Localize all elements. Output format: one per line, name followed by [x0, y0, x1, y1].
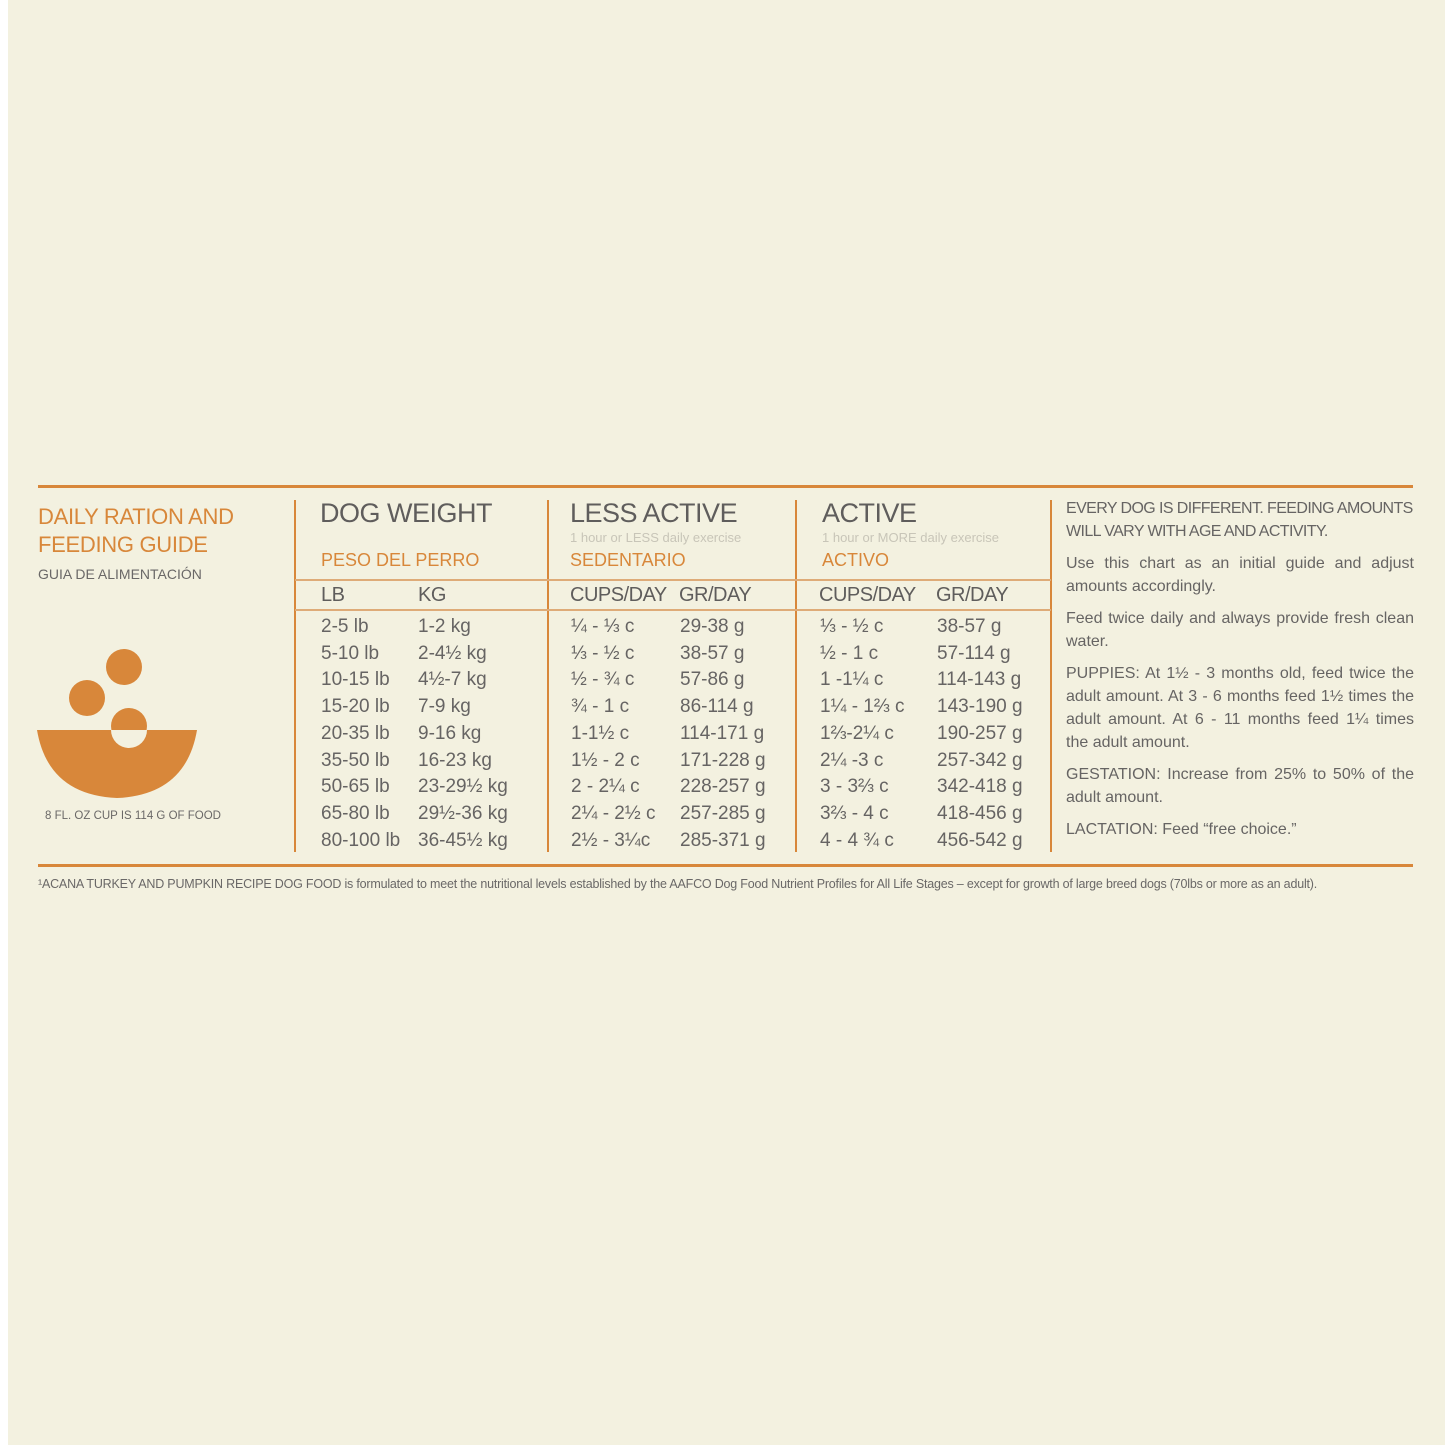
table-cell-a-cups: 1⅔-2¼ c	[820, 722, 894, 744]
table-cell-kg: 23-29½ kg	[418, 776, 508, 798]
table-cell-a-cups: ½ - 1 c	[820, 642, 879, 664]
table-cell-la-cups: ⅓ - ½ c	[571, 642, 635, 664]
bottom-divider	[38, 864, 1413, 867]
note-0: EVERY DOG IS DIFFERENT. FEEDING AMOUNTS WILL VARY WITH AGE AND ACTIVITY.	[1066, 500, 1413, 540]
footer-disclaimer: ¹ACANA TURKEY AND PUMPKIN RECIPE DOG FOOD is formulated to meet the nutritional levels established by the AAFCO Dog Food Nutrient Profiles for All Life Stages – except for growth of large breed dogs (70lbs or more as an adult).	[38, 877, 1318, 891]
guide-title	[38, 503, 234, 559]
table-cell-a-cups: 3⅔ - 4 c	[820, 802, 889, 824]
active-title: ACTIVE	[822, 498, 917, 528]
col-header-kg: KG	[418, 584, 446, 606]
column-divider	[547, 500, 549, 852]
note-5: LACTATION: Feed “free choice.”	[1066, 821, 1297, 838]
table-cell-kg: 16-23 kg	[418, 749, 492, 771]
table-cell-a-gr: 418-456 g	[937, 802, 1023, 824]
table-cell-lb: 5-10 lb	[321, 642, 380, 664]
table-cell-la-cups: ½ - ¾ c	[571, 669, 635, 691]
table-cell-kg: 9-16 kg	[418, 722, 482, 744]
table-cell-la-gr: 257-285 g	[680, 802, 766, 824]
food-bowl-icon	[36, 645, 201, 805]
table-cell-la-cups: 2 - 2¼ c	[571, 776, 640, 798]
table-cell-la-cups: 2½ - 3¼c	[571, 829, 651, 851]
dog-weight-title: DOG WEIGHT	[320, 498, 492, 528]
table-cell-kg: 36-45½ kg	[418, 829, 508, 851]
table-cell-lb: 80-100 lb	[321, 829, 401, 851]
dog-weight-spanish: PESO DEL PERRO	[321, 550, 480, 570]
column-divider	[1050, 500, 1052, 852]
table-cell-a-cups: 4 - 4 ¾ c	[820, 829, 894, 851]
col-header-la-gr: GR/DAY	[679, 584, 752, 606]
table-cell-a-gr: 143-190 g	[937, 696, 1023, 718]
note-3: PUPPIES: At 1½ - 3 months old, feed twice the adult amount. At 3 - 6 months feed 1½ times the adult amount. At 6 - 11 months feed 1¼ times the adult amount.	[1066, 665, 1414, 751]
guide-title-line1: DAILY RATION AND	[38, 504, 234, 529]
guide-subtitle: GUIA DE ALIMENTACIÓN	[38, 566, 202, 582]
table-cell-kg: 4½-7 kg	[418, 669, 487, 691]
less-active-title: LESS ACTIVE	[570, 498, 738, 528]
table-cell-a-gr: 114-143 g	[937, 669, 1022, 691]
table-cell-lb: 10-15 lb	[321, 669, 390, 691]
table-cell-a-gr: 257-342 g	[937, 749, 1023, 771]
table-cell-a-cups: 2¼ -3 c	[820, 749, 884, 771]
table-cell-la-gr: 285-371 g	[680, 829, 766, 851]
table-cell-la-gr: 171-228 g	[680, 749, 766, 771]
table-cell-a-cups: 1¼ - 1⅔ c	[820, 696, 905, 718]
table-cell-la-cups: ¾ - 1 c	[571, 696, 630, 718]
table-cell-lb: 20-35 lb	[321, 722, 390, 744]
table-cell-a-cups: ⅓ - ½ c	[820, 616, 884, 637]
less-active-sub: 1 hour or LESS daily exercise	[570, 530, 742, 545]
table-cell-lb: 15-20 lb	[321, 696, 390, 718]
table-cell-kg: 1-2 kg	[418, 616, 471, 637]
table-cell-la-gr: 114-171 g	[680, 722, 765, 744]
table-cell-la-cups: 1-1½ c	[571, 722, 630, 744]
table-cell-lb: 50-65 lb	[321, 776, 390, 798]
active-sub: 1 hour or MORE daily exercise	[822, 530, 1000, 545]
col-header-a-gr: GR/DAY	[936, 584, 1009, 606]
table-cell-la-gr: 228-257 g	[680, 776, 766, 798]
table-cell-kg: 29½-36 kg	[418, 802, 508, 824]
table-cell-a-gr: 456-542 g	[937, 829, 1023, 851]
table-cell-la-cups: 1½ - 2 c	[571, 749, 640, 771]
less-active-spanish: SEDENTARIO	[570, 550, 686, 570]
table-cell-la-gr: 57-86 g	[680, 669, 745, 691]
note-4: GESTATION: Increase from 25% to 50% of the adult amount.	[1066, 766, 1414, 806]
note-2: Feed twice daily and always provide fresh clean water.	[1066, 610, 1414, 650]
table-cell-a-cups: 1 -1¼ c	[820, 669, 884, 691]
table-cell-la-cups: ¼ - ⅓ c	[571, 616, 635, 637]
cup-note: 8 FL. OZ CUP IS 114 G OF FOOD	[45, 810, 221, 822]
active-spanish: ACTIVO	[822, 550, 890, 570]
header-divider	[295, 579, 1051, 581]
table-cell-la-cups: 2¼ - 2½ c	[571, 802, 656, 824]
table-cell-kg: 2-4½ kg	[418, 642, 487, 664]
table-cell-a-gr: 342-418 g	[937, 776, 1023, 798]
column-divider	[294, 500, 296, 852]
col-header-la-cups: CUPS/DAY	[570, 584, 667, 606]
header-divider	[295, 609, 1051, 611]
col-header-a-cups: CUPS/DAY	[819, 584, 916, 606]
table-cell-a-cups: 3 - 3⅔ c	[820, 776, 889, 798]
table-cell-a-gr: 38-57 g	[937, 616, 1002, 637]
table-cell-a-gr: 190-257 g	[937, 722, 1023, 744]
top-divider	[38, 485, 1413, 488]
notes	[1066, 497, 1414, 850]
col-header-lb: LB	[321, 584, 345, 606]
table-cell-la-gr: 38-57 g	[680, 642, 745, 664]
table-cell-lb: 35-50 lb	[321, 749, 390, 771]
table-cell-la-gr: 29-38 g	[680, 616, 745, 637]
note-1: Use this chart as an initial guide and adjust amounts accordingly.	[1066, 555, 1414, 595]
table-cell-lb: 2-5 lb	[321, 616, 369, 637]
feeding-guide-panel	[8, 0, 1445, 1445]
table-cell-lb: 65-80 lb	[321, 802, 390, 824]
table-cell-kg: 7-9 kg	[418, 696, 471, 718]
column-divider	[795, 500, 797, 852]
table-cell-a-gr: 57-114 g	[937, 642, 1011, 664]
table-cell-la-gr: 86-114 g	[680, 696, 754, 718]
guide-title-line2: FEEDING GUIDE	[38, 532, 208, 557]
